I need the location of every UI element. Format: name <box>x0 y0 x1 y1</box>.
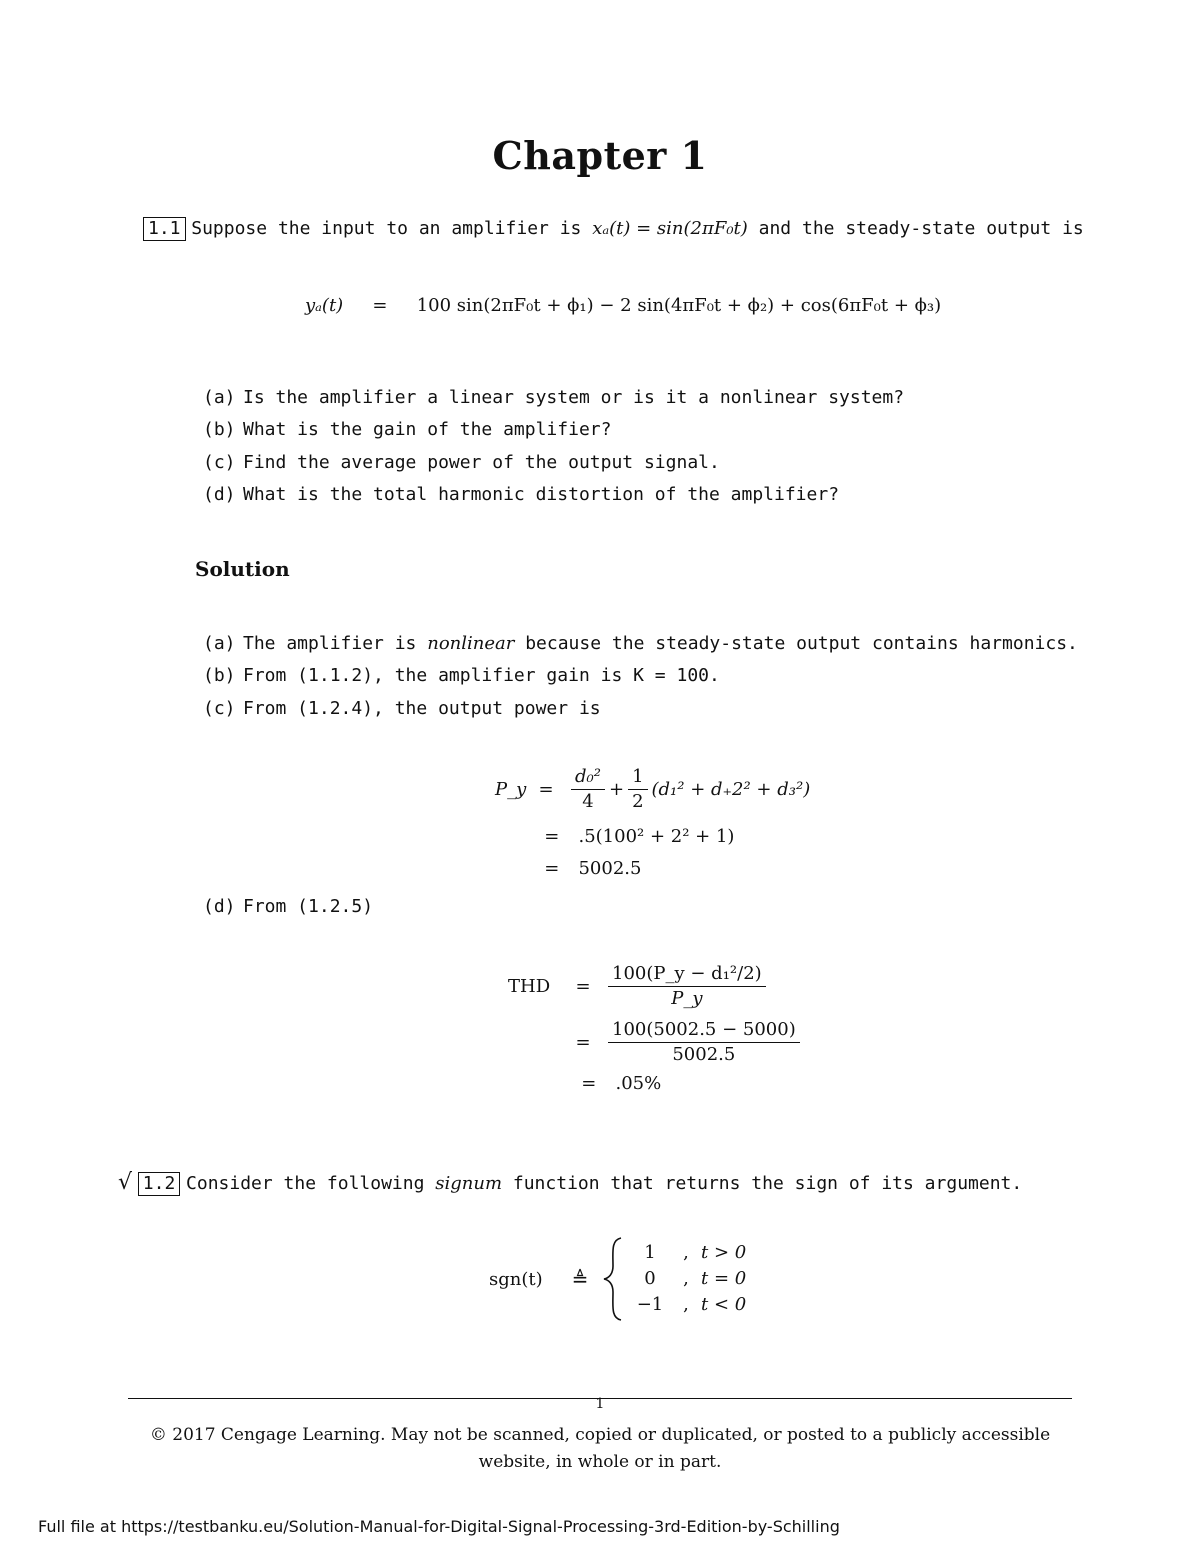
statement-text: Suppose the input to an amplifier is <box>191 218 593 239</box>
plus-sign: + <box>608 778 625 800</box>
question-label: (a) <box>203 387 236 408</box>
question-item <box>203 479 904 511</box>
output-equation <box>305 295 941 316</box>
solution-text: From (1.2.4), the output power is <box>243 697 601 719</box>
emphasis-signum: signum <box>435 1173 503 1194</box>
case-condition: t < 0 <box>701 1294 747 1315</box>
output-eq-lhs: yₐ(t) <box>305 295 344 316</box>
chapter-title: Chapter 1 <box>492 133 708 178</box>
thd-equals: = <box>575 1031 591 1053</box>
question-label: (b) <box>203 419 236 441</box>
thd-fraction-2 <box>608 1018 800 1067</box>
solution-label: (a) <box>203 633 236 654</box>
problem-number-box: 1.2 <box>138 1172 181 1196</box>
cases-table <box>629 1240 746 1318</box>
fraction-numerator: 100(5002.5 − 5000) <box>608 1018 800 1043</box>
solution-item-d <box>203 891 373 923</box>
fraction-denominator: 4 <box>582 790 594 812</box>
case-row <box>629 1292 746 1318</box>
case-value: 0 <box>644 1268 656 1289</box>
solution-text: From (1.1.2), the amplifier gain is K = 100. <box>243 665 720 687</box>
solution-text: From (1.2.5) <box>243 896 374 917</box>
output-eq-equals: = <box>372 295 388 316</box>
power-line-2: .5(100² + 2² + 1) <box>578 826 735 847</box>
sgn-defined-as: ≜ <box>571 1267 589 1291</box>
thd-equals: = <box>581 1073 597 1094</box>
statement-math: xₐ(t) = sin(2πF₀t) <box>592 218 748 239</box>
thd-line-3: .05% <box>615 1073 662 1094</box>
power-line-3: 5002.5 <box>578 858 642 879</box>
question-item <box>203 382 904 414</box>
fraction-denominator: P_y <box>671 987 703 1009</box>
case-separator: , <box>683 1294 689 1315</box>
fraction-numerator: d₀² <box>571 765 605 790</box>
copyright-line-1: © 2017 Cengage Learning. May not be scanned, copied or duplicated, or posted to a publicly accessible <box>149 1425 1051 1445</box>
left-brace-icon <box>601 1236 629 1322</box>
solution-list <box>203 628 1078 725</box>
fraction-numerator: 1 <box>628 765 647 790</box>
power-fraction-2 <box>628 765 647 814</box>
solution-item-c <box>203 693 1078 725</box>
power-paren-term: (d₁² + d₊2² + d₃²) <box>651 778 811 800</box>
question-list <box>203 382 904 512</box>
case-row <box>629 1240 746 1266</box>
question-text: Is the amplifier a linear system or is it a nonlinear system? <box>243 387 905 408</box>
checkmark-icon: √ <box>118 1170 133 1195</box>
page-number: 1 <box>595 1396 605 1412</box>
case-row <box>629 1266 746 1292</box>
solution-item-a <box>203 628 1078 660</box>
statement-text-end: and the steady-state output is <box>747 218 1084 239</box>
case-value: 1 <box>644 1242 656 1263</box>
question-text: What is the total harmonic distortion of the amplifier? <box>243 484 840 506</box>
fraction-denominator: 2 <box>632 790 644 812</box>
case-value: −1 <box>636 1294 664 1315</box>
question-item <box>203 414 904 446</box>
power-lhs: P_y <box>495 778 527 800</box>
question-label: (c) <box>203 451 236 473</box>
question-label: (d) <box>203 484 236 506</box>
power-equation <box>495 763 810 885</box>
solution-item-b <box>203 660 1078 692</box>
statement-text: Consider the following <box>186 1173 436 1194</box>
statement-text-end: function that returns the sign of its argument. <box>502 1173 1023 1194</box>
fraction-numerator: 100(P_y − d₁²/2) <box>608 962 766 987</box>
case-separator: , <box>683 1268 689 1289</box>
problem-1-2-statement <box>118 1170 1022 1196</box>
power-equals: = <box>544 826 560 847</box>
question-text: Find the average power of the output signal. <box>243 451 720 473</box>
question-text: What is the gain of the amplifier? <box>243 419 612 441</box>
power-fraction-1 <box>571 765 605 814</box>
copyright-line-2: website, in whole or in part. <box>478 1452 722 1472</box>
sgn-lhs: sgn(t) <box>489 1268 543 1290</box>
case-separator: , <box>683 1242 689 1263</box>
fraction-denominator: 5002.5 <box>672 1043 736 1065</box>
thd-fraction-1 <box>608 962 766 1011</box>
full-file-link[interactable]: Full file at https://testbanku.eu/Solution-Manual-for-Digital-Signal-Processing-3rd-Edition-by-Schilling <box>38 1517 840 1536</box>
problem-1-1-statement <box>143 217 1084 241</box>
solution-label: (c) <box>203 697 236 719</box>
question-item <box>203 447 904 479</box>
solution-text-end: because the steady-state output contains harmonics. <box>514 633 1078 654</box>
thd-lhs: THD <box>508 975 551 997</box>
power-equals: = <box>538 778 554 800</box>
copyright-notice <box>0 1422 1200 1476</box>
output-eq-rhs: 100 sin(2πF₀t + ϕ₁) − 2 sin(4πF₀t + ϕ₂) + cos(6πF₀t + ϕ₃) <box>416 295 942 316</box>
thd-equation <box>508 958 804 1098</box>
case-condition: t > 0 <box>701 1242 747 1263</box>
solution-label: (b) <box>203 665 236 687</box>
thd-equals: = <box>575 975 591 997</box>
solution-text: The amplifier is <box>243 633 428 654</box>
case-condition: t = 0 <box>701 1268 747 1289</box>
signum-definition <box>489 1236 746 1322</box>
power-equals: = <box>544 858 560 879</box>
solution-heading: Solution <box>195 557 290 581</box>
emphasis-nonlinear: nonlinear <box>427 633 515 654</box>
solution-label: (d) <box>203 896 236 917</box>
problem-number-box: 1.1 <box>143 217 186 241</box>
